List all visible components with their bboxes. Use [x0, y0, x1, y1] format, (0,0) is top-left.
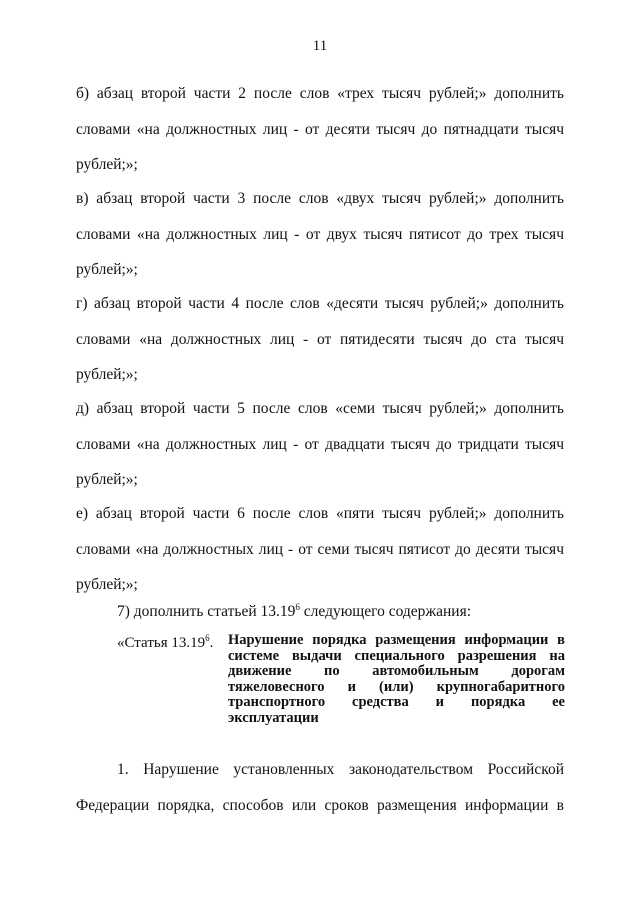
paragraph-e-line-2: словами «на должностных лиц - от семи тысяч пятисот до десяти тысяч — [76, 541, 564, 558]
paragraph-d-line-1: д) абзац второй части 5 после слов «семи тысяч рублей;» дополнить — [76, 400, 564, 417]
article-heading-tail: . — [209, 635, 214, 651]
paragraph-g-line-1: г) абзац второй части 4 после слов «десяти тысяч рублей;» дополнить — [76, 295, 564, 312]
article-title-line-1: Нарушение порядка размещения информации в — [228, 632, 565, 648]
item-7-superscript: 6 — [295, 602, 300, 612]
paragraph-d-line-2: словами «на должностных лиц - от двадцати тысяч до тридцати тысяч — [76, 436, 564, 453]
article-heading — [117, 633, 213, 653]
page-number: 11 — [312, 38, 328, 54]
paragraph-g-line-2: словами «на должностных лиц - от пятидесяти тысяч до ста тысяч — [76, 331, 564, 348]
article-title — [228, 633, 565, 727]
article-title-line-6: эксплуатации — [228, 709, 319, 726]
paragraph-v-line-2: словами «на должностных лиц - от двух тысяч пятисот до трех тысяч — [76, 226, 564, 243]
article-heading-text: «Статья 13.19 — [117, 635, 206, 651]
item-7-tail: следующего содержания: — [299, 603, 472, 620]
article-title-line-5: транспортного средства и порядка ее — [228, 694, 565, 711]
paragraph-v-line-3: рублей;»; — [76, 261, 138, 278]
clause-1-line-1: 1. Нарушение установленных законодательством Российской — [117, 761, 564, 778]
paragraph-g-line-3: рублей;»; — [76, 366, 138, 383]
article-title-line-3: движение по автомобильным дорогам — [228, 663, 565, 680]
item-7-text: 7) дополнить статьей 13.19 — [117, 603, 296, 620]
article-title-line-4: тяжеловесного и (или) крупногабаритного — [228, 678, 565, 695]
paragraph-d-line-3: рублей;»; — [76, 471, 138, 488]
paragraph-e-line-3: рублей;»; — [76, 576, 138, 593]
paragraph-b-line-3: рублей;»; — [76, 156, 138, 173]
paragraph-e-line-1: е) абзац второй части 6 после слов «пяти тысяч рублей;» дополнить — [76, 505, 564, 522]
paragraph-b-line-1: б) абзац второй части 2 после слов «трех тысяч рублей;» дополнить — [76, 85, 564, 102]
article-heading-superscript: 6 — [205, 633, 210, 643]
item-7 — [117, 602, 471, 622]
paragraph-b-line-2: словами «на должностных лиц - от десяти тысяч до пятнадцати тысяч — [76, 121, 564, 138]
clause-1-line-2: Федерации порядка, способов или сроков размещения информации в — [76, 797, 564, 814]
paragraph-v-line-1: в) абзац второй части 3 после слов «двух тысяч рублей;» дополнить — [76, 190, 564, 207]
article-title-line-2: системе выдачи специального разрешения на — [228, 647, 565, 664]
